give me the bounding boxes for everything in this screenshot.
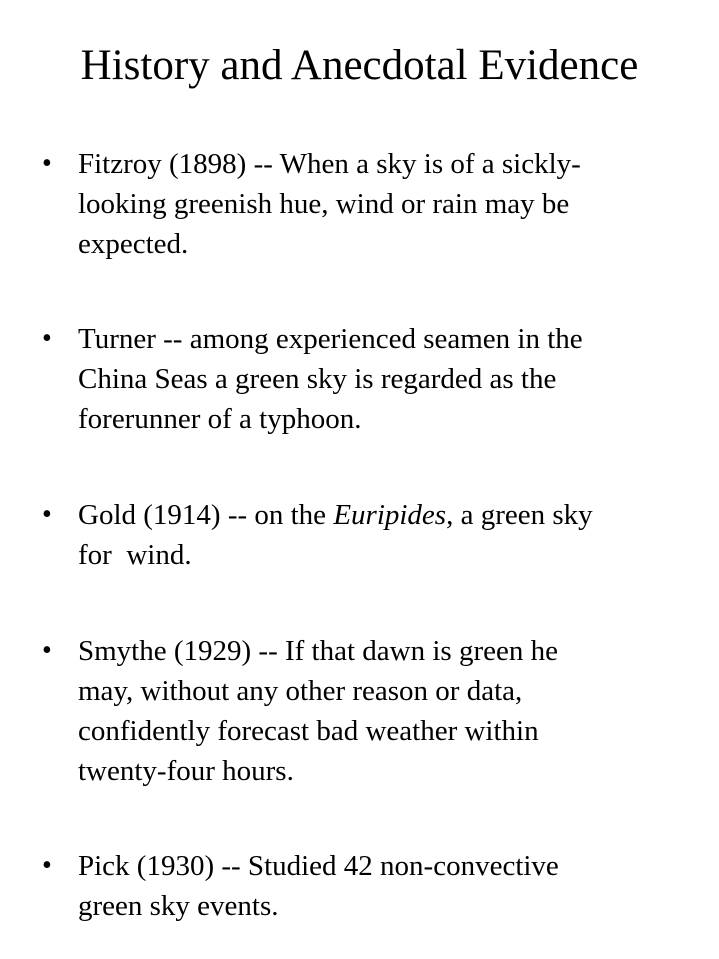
ship-name-italic: Euripides [333,499,447,531]
bullet-text [78,846,708,926]
bullet-line: green sky events. [78,890,279,922]
bullet-line: China Seas a green sky is regarded as the [78,363,557,395]
bullet-text [78,319,708,439]
bullet-line: for wind. [78,539,192,571]
bullet-line: Fitzroy (1898) -- When a sky is of a sickly- [78,148,581,180]
bullet-marker: • [42,635,52,666]
bullet-line: Pick (1930) -- Studied 42 non-convective [78,850,559,882]
bullet-text [78,495,708,575]
bullet-text [78,144,708,264]
bullet-line [78,495,708,535]
bullet-text-segment: , a green sky [446,499,593,531]
bullet-line: confidently forecast bad weather within [78,715,539,747]
bullet-text [78,631,708,791]
bullet-marker: • [42,499,52,530]
slide-title: History and Anecdotal Evidence [80,42,639,89]
bullet-line: looking greenish hue, wind or rain may be [78,188,570,220]
bullet-marker: • [42,323,52,354]
bullet-text-segment: Gold (1914) -- on the [78,499,334,531]
bullet-marker: • [42,148,52,179]
bullet-line: twenty-four hours. [78,755,294,787]
bullet-marker: • [42,850,52,881]
bullet-line: Smythe (1929) -- If that dawn is green he [78,635,558,667]
bullet-line: forerunner of a typhoon. [78,403,362,435]
bullet-line: expected. [78,228,189,260]
bullet-line: Turner -- among experienced seamen in the [78,323,583,355]
bullet-line: may, without any other reason or data, [78,675,523,707]
